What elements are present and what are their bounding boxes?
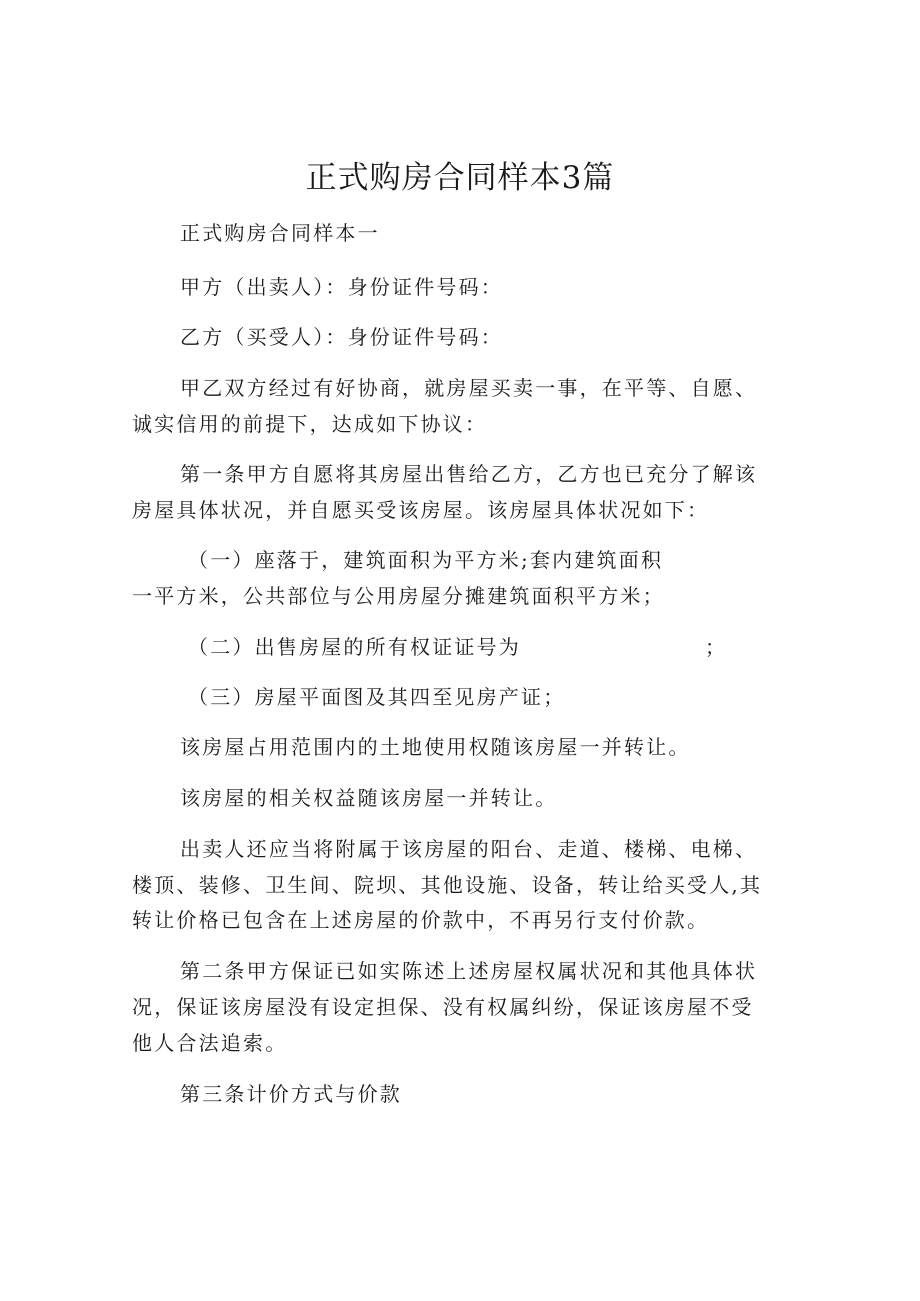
paragraph-line: 该房屋占用范围内的土地使用权随该房屋一并转让。: [180, 735, 691, 759]
paragraph-line: 甲乙双方经过有好协商，就房屋买卖一事，在平等、自愿、: [180, 376, 758, 400]
paragraph-line: 转让价格已包含在上述房屋的价款中，不再另行支付价款。: [132, 908, 710, 932]
party-a-line: 甲方（出卖人）：身份证件号码：: [180, 275, 503, 299]
paragraph-line: 况，保证该房屋没有设定担保、没有权属纠纷，保证该房屋不受: [132, 995, 754, 1019]
party-b-line: 乙方（买受人）：身份证件号码：: [180, 325, 503, 349]
paragraph-line: 第一条甲方自愿将其房屋出售给乙方，乙方也已充分了解该: [180, 462, 758, 486]
paragraph-line: 他人合法追索。: [132, 1031, 288, 1055]
blank-field-end: ；: [705, 635, 728, 659]
paragraph-line: 出卖人还应当将附属于该房屋的阳台、走道、楼梯、电梯、: [180, 837, 758, 861]
paragraph-line: （一）座落于，建筑面积为平方米;套内建筑面积: [188, 548, 664, 572]
paragraph-line: 该房屋的相关权益随该房屋一并转让。: [180, 786, 558, 810]
paragraph-line: 房屋具体状况，并自愿买受该房屋。该房屋具体状况如下：: [132, 498, 710, 522]
paragraph-line: 第三条计价方式与价款: [180, 1082, 402, 1106]
paragraph-line: 一平方米，公共部位与公用房屋分摊建筑面积平方米；: [132, 584, 665, 608]
paragraph-line: 楼顶、装修、卫生间、院坝、其他设施、设备，转让给买受人,其: [132, 873, 763, 897]
paragraph-line: （三）房屋平面图及其四至见房产证；: [188, 685, 566, 709]
document-title: 正式购房合同样本3篇: [305, 160, 615, 196]
paragraph-line: 诚实信用的前提下，达成如下协议：: [132, 412, 488, 436]
paragraph-line: 第二条甲方保证已如实陈述上述房屋权属状况和其他具体状: [180, 959, 758, 983]
paragraph-line: （二）出售房屋的所有权证证号为: [188, 635, 521, 659]
section-heading: 正式购房合同样本一: [180, 221, 380, 245]
